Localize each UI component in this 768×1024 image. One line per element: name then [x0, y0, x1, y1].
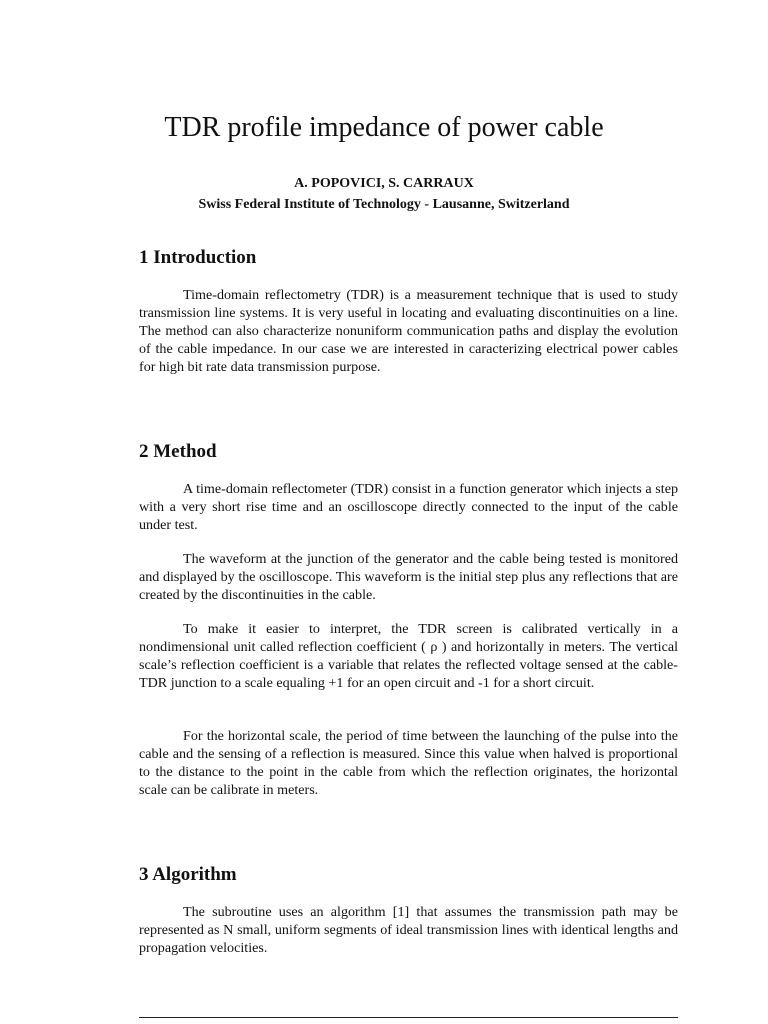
paper-title: TDR profile impedance of power cable	[164, 112, 604, 143]
section-heading-method: 2 Method	[139, 441, 217, 462]
footnote-separator	[139, 1017, 678, 1018]
section-heading-algorithm: 3 Algorithm	[139, 864, 237, 885]
paragraph: The subroutine uses an algorithm [1] that assumes the transmission path may be represented as N small, uniform segments of ideal transmission lines with identical lengths and propagation velocities.	[139, 904, 678, 956]
paragraph: A time-domain reflectometer (TDR) consist in a function generator which injects a step with a very short rise time and an oscilloscope directly connected to the input of the cable under test.	[139, 481, 678, 533]
paragraph: For the horizontal scale, the period of time between the launching of the pulse into the cable and the sensing of a reflection is measured. Since this value when halved is proportional to the distance to the point in the cable from which the reflection originates, the horizontal scale can be calibrate in meters.	[139, 728, 678, 798]
authors: A. POPOVICI, S. CARRAUX	[294, 176, 474, 191]
section-heading-introduction: 1 Introduction	[139, 247, 257, 268]
affiliation: Swiss Federal Institute of Technology - Lausanne, Switzerland	[198, 197, 570, 212]
paragraph: The waveform at the junction of the generator and the cable being tested is monitored and displayed by the oscilloscope. This waveform is the initial step plus any reflections that are created by the discontinuities in the cable.	[139, 551, 678, 603]
paragraph: To make it easier to interpret, the TDR screen is calibrated vertically in a nondimensional unit called reflection coefficient ( ρ ) and horizontally in meters. The vertical scale’s reflection coefficient is a variable that relates the reflected voltage sensed at the cable-TDR junction to a scale equaling +1 for an open circuit and -1 for a short circuit.	[139, 621, 678, 691]
paragraph: Time-domain reflectometry (TDR) is a measurement technique that is used to study transmission line systems. It is very useful in locating and evaluating discontinuities on a line. The method can also characterize nonuniform communication paths and display the evolution of the cable impedance. In our case we are interested in caracterizing electrical power cables for high bit rate data transmission purpose.	[139, 287, 678, 375]
